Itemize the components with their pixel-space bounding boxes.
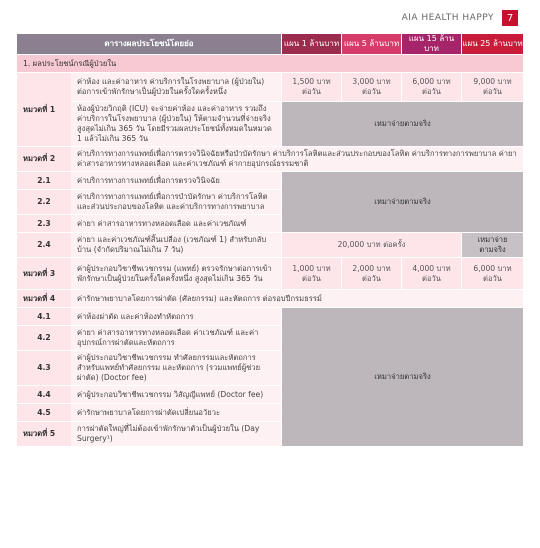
table-row	[17, 290, 523, 308]
row-number: 4.5	[17, 404, 71, 422]
row-number: 4.2	[17, 326, 71, 351]
section-title: 1. ผลประโยชน์กรณีผู้ป่วยใน	[17, 55, 523, 73]
row-description: ค่าบริการทางการแพทย์เพื่อการตรวจวินิจฉัย	[71, 172, 281, 190]
row-description: ค่าบริการทางการแพทย์เพื่อการตรวจวินิจฉัยหรือบำบัดรักษา ค่าบริการโลหิตและส่วนประกอบของโลหิต ค่าบริการทางการพยาบาล ค่ายา ค่าสารอาหารทางหลอดเลือด และค่าเวชภัณฑ์ ค่ากายอุปกรณ์ธรรมชาติ	[71, 147, 523, 172]
plan-15-header: แผน 15 ล้านบาท	[401, 34, 461, 55]
category-label: หมวดที่ 1	[17, 73, 71, 147]
plan-1-header: แผน 1 ล้านบาท	[281, 34, 341, 55]
row-description: ค่ารักษาพยาบาลโดยการผ่าตัด (ศัลยกรรม) และหัตถการ ต่อรอบปีกรมธรรม์	[71, 290, 523, 308]
row-number: 2.1	[17, 172, 71, 190]
plan-value: 1,500 บาท ต่อวัน	[281, 73, 341, 102]
section-row	[17, 55, 523, 73]
row-description: การผ่าตัดใหญ่ที่ไม่ต้องเข้าพักรักษาตัวเป็นผู้ป่วยใน (Day Surgery¹)	[71, 422, 281, 447]
row-description: ค่ายา และค่าเวชภัณฑ์สิ้นเปลือง (เวชภัณฑ์ 1) สำหรับกลับบ้าน (จำกัดปริมาณไม่เกิน 7 วัน)	[71, 233, 281, 258]
page-header	[402, 10, 518, 26]
table-row	[17, 102, 523, 147]
row-value-last: เหมาจ่าย ตามจริง	[461, 233, 523, 258]
plan-5-header: แผน 5 ล้านบาท	[341, 34, 401, 55]
plan-25-header: แผน 25 ล้านบาท	[461, 34, 523, 55]
brand-label: AIA HEALTH HAPPY	[401, 13, 494, 23]
row-number: 2.4	[17, 233, 71, 258]
row-number: 4.4	[17, 386, 71, 404]
table-row	[17, 233, 523, 258]
merged-value: เหมาจ่ายตามจริง	[281, 102, 523, 147]
table-row	[17, 73, 523, 102]
merged-value: เหมาจ่ายตามจริง	[281, 172, 523, 233]
row-number: 4.1	[17, 308, 71, 326]
benefits-table	[17, 34, 523, 447]
row-description: ค่ายา ค่าสารอาหารทางหลอดเลือด ค่าเวชภัณฑ์ และค่าอุปกรณ์การผ่าตัดและหัตถการ	[71, 326, 281, 351]
row-description: ค่ายา ค่าสารอาหารทางหลอดเลือด และค่าเวชภัณฑ์	[71, 215, 281, 233]
category-label: หมวดที่ 5	[17, 422, 71, 447]
table-row	[17, 258, 523, 290]
table-row	[17, 308, 523, 326]
row-description: ค่าบริการทางการแพทย์เพื่อการบำบัดรักษา ค่าบริการโลหิตและส่วนประกอบของโลหิต และค่าบริการทางการพยาบาล	[71, 190, 281, 215]
row-number: 2.2	[17, 190, 71, 215]
plan-value: 4,000 บาท ต่อวัน	[401, 258, 461, 290]
plan-value: 3,000 บาท ต่อวัน	[341, 73, 401, 102]
row-description: ค่าผู้ประกอบวิชาชีพเวชกรรม (แพทย์) ตรวจรักษาต่อการเข้าพักรักษาเป็นผู้ป่วยในครั้งใดครั้งหนึ่ง สูงสุดไม่เกิน 365 วัน	[71, 258, 281, 290]
row-description: ค่าผู้ประกอบวิชาชีพเวชกรรม วิสัญญีแพทย์ (Doctor fee)	[71, 386, 281, 404]
summary-title: ตารางผลประโยชน์โดยย่อ	[17, 34, 281, 55]
category-label: หมวดที่ 2	[17, 147, 71, 172]
table-row	[17, 147, 523, 172]
row-number: 4.3	[17, 351, 71, 386]
merged-value: เหมาจ่ายตามจริง	[281, 308, 523, 447]
row-description: ค่าห้องผ่าตัด และค่าห้องทำหัตถการ	[71, 308, 281, 326]
row-description: ห้องผู้ป่วยวิกฤติ (ICU) จะจ่ายค่าห้อง และค่าอาหาร รวมถึงค่าบริการในโรงพยาบาล (ผู้ป่วยใน) ให้ตามจำนวนที่จ่ายจริง สูงสุดไม่เกิน 365 วัน โดยมีรวมผลประโยชน์ทั้งหมดในหมวด 1 แล้วไม่เกิน 365 วัน	[71, 102, 281, 147]
plan-value: 9,000 บาท ต่อวัน	[461, 73, 523, 102]
table-header-row	[17, 34, 523, 55]
table-row	[17, 172, 523, 190]
plan-value: 6,000 บาท ต่อวัน	[461, 258, 523, 290]
plan-value: 2,000 บาท ต่อวัน	[341, 258, 401, 290]
row-description: ค่าผู้ประกอบวิชาชีพเวชกรรม ทำศัลยกรรมและหัตถการ สำหรับแพทย์ทำศัลยกรรม และหัตถการ (รวมแพทย์ผู้ช่วยผ่าตัด) (Doctor fee)	[71, 351, 281, 386]
row-description: ค่ารักษาพยาบาลโดยการผ่าตัดเปลี่ยนอวัยวะ	[71, 404, 281, 422]
row-value: 20,000 บาท ต่อครั้ง	[281, 233, 461, 258]
row-description: ค่าห้อง และค่าอาหาร ค่าบริการในโรงพยาบาล (ผู้ป่วยใน) ต่อการเข้าพักรักษาเป็นผู้ป่วยในครั้งใดครั้งหนึ่ง	[71, 73, 281, 102]
row-number: 2.3	[17, 215, 71, 233]
category-label: หมวดที่ 4	[17, 290, 71, 308]
category-label: หมวดที่ 3	[17, 258, 71, 290]
plan-value: 1,000 บาท ต่อวัน	[281, 258, 341, 290]
page-number: 7	[502, 10, 518, 26]
plan-value: 6,000 บาท ต่อวัน	[401, 73, 461, 102]
